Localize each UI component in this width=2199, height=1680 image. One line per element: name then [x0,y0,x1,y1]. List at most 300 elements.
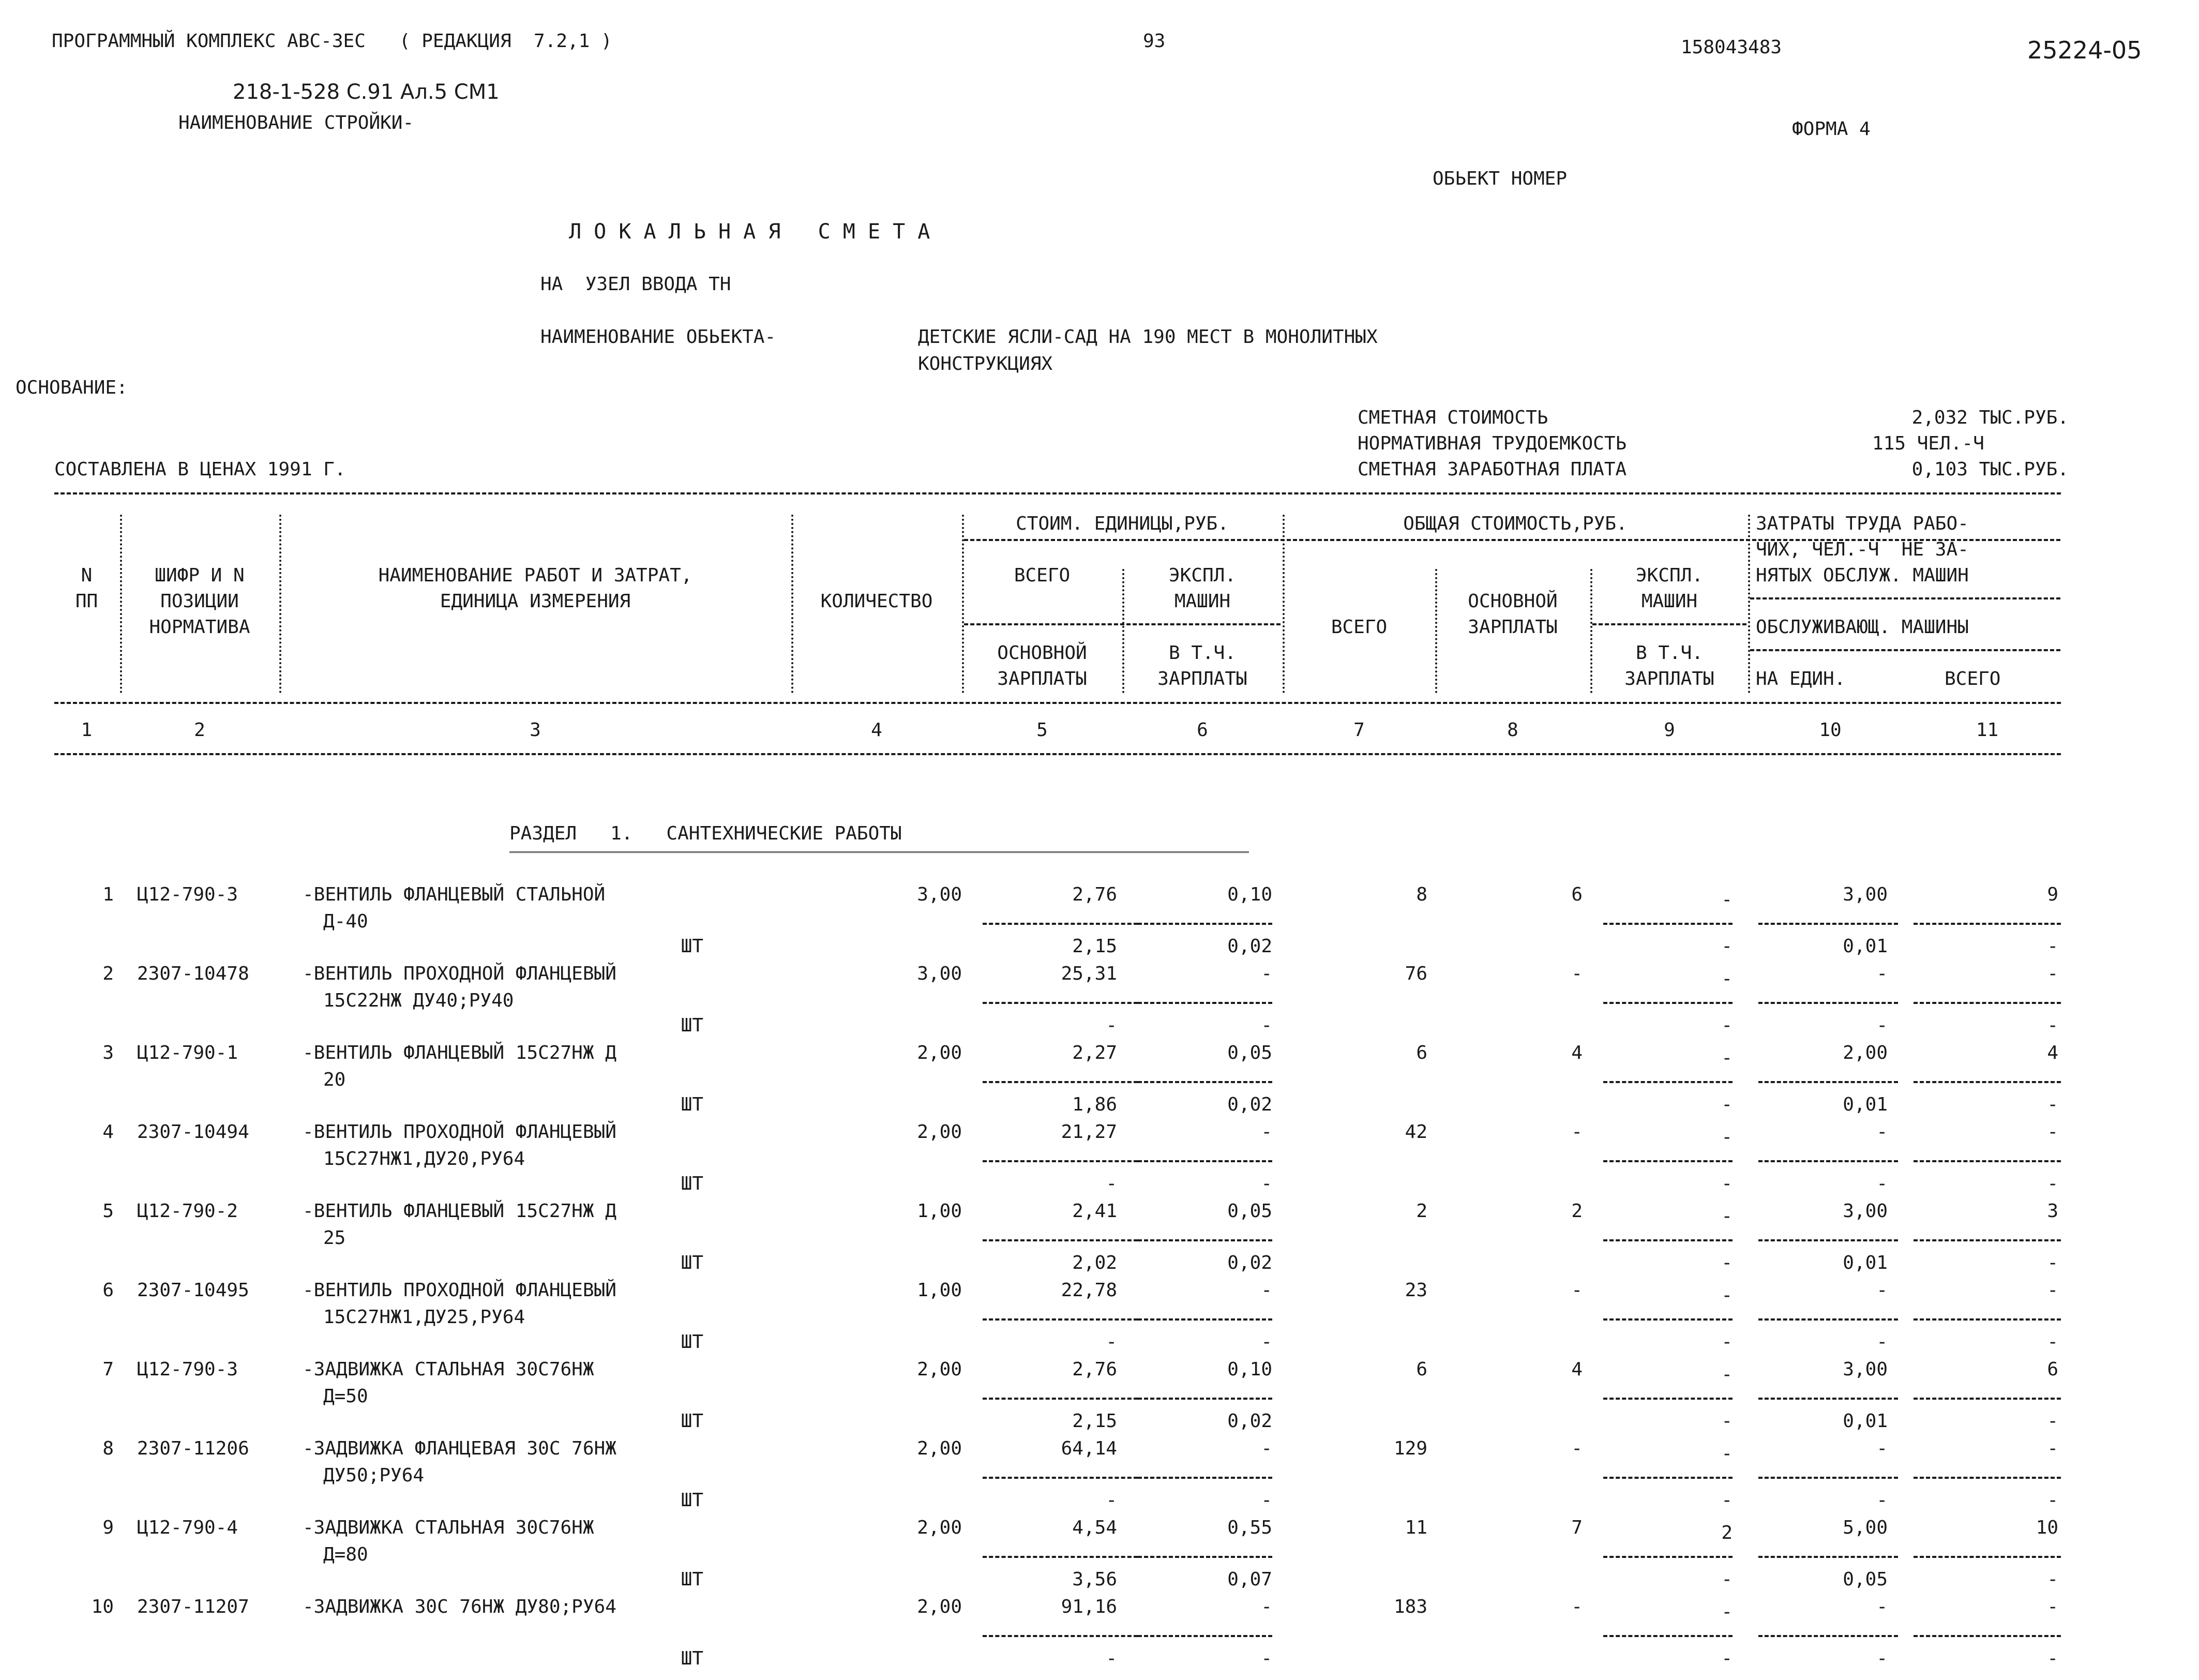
row-labor-per-unit: - [1876,1280,1888,1301]
row-subrule [1603,1635,1733,1637]
row-unit-cost: 64,14 [1061,1438,1117,1459]
row-total-wage: - [1571,1280,1583,1301]
row-labor-total-machine: - [2047,1015,2058,1036]
row-labor-total-machine: - [2047,1569,2058,1590]
row-number: 3 [102,1042,114,1063]
row-total-wage: 4 [1571,1042,1583,1063]
row-total-wage: - [1571,1438,1583,1459]
row-total-machine: - [1721,1364,1733,1385]
row-subrule [1758,1239,1898,1241]
row-subrule [1603,1318,1733,1321]
hdr-labor-line3: НЯТЫХ ОБСЛУЖ. МАШИН [1756,565,1969,586]
row-labor-total: - [2047,1280,2058,1301]
row-unit-machine-wage: - [1261,1173,1272,1194]
hdr-n-line1: N [81,565,93,586]
row-quantity: 2,00 [917,1596,962,1617]
col-number: 7 [1353,719,1365,741]
row-total-machine: - [1721,889,1733,910]
row-total-wage: - [1571,1121,1583,1143]
row-subrule [1758,923,1898,925]
summary-value-cost: 2,032 ТЫС.РУБ. [1911,407,2069,428]
row-unit-machine: - [1261,1280,1272,1301]
row-subrule [1758,1318,1898,1321]
row-name-continued: 15С27НЖ1,ДУ25,РУ64 [323,1307,525,1328]
row-quantity: 2,00 [917,1121,962,1143]
header-top-rule [54,492,2061,494]
row-total-cost: 2 [1416,1201,1427,1222]
row-number: 7 [102,1359,114,1380]
row-total-wage: 4 [1571,1359,1583,1380]
hdr-total-mwage-1: В Т.Ч. [1635,642,1704,664]
row-subrule [1758,1556,1898,1558]
document-title: Л О К А Л Ь Н А Я С М Е Т А [569,220,930,244]
row-subrule [1138,1002,1272,1004]
row-unit-cost: 2,41 [1072,1201,1117,1222]
row-subrule [1758,1081,1898,1083]
hdr-total-mwage-2: ЗАРПЛАТЫ [1624,668,1714,689]
object-name-line2: КОНСТРУКЦИЯХ [918,353,1053,374]
row-unit-machine: 0,55 [1227,1517,1272,1538]
row-subrule [1138,1081,1272,1083]
row-labor-total: 4 [2047,1042,2058,1063]
hdr-name-line2: ЕДИНИЦА ИЗМЕРЕНИЯ [440,591,631,612]
row-code: 2307-10495 [137,1280,249,1301]
row-subrule [1138,1635,1272,1637]
row-subrule [1138,1318,1272,1321]
row-subrule [1138,1160,1272,1162]
row-subrule [1603,1239,1733,1241]
row-labor-total-machine: - [2047,1331,2058,1353]
row-unit: ШТ [681,1648,703,1669]
row-code: 2307-10494 [137,1121,249,1143]
row-total-cost: 11 [1405,1517,1427,1538]
row-unit-wage: 2,02 [1072,1252,1117,1273]
row-unit: ШТ [681,1252,703,1273]
row-labor-per-unit: - [1876,1121,1888,1143]
row-unit: ШТ [681,1173,703,1194]
row-name-continued: Д-40 [323,911,368,932]
row-unit-machine-wage: - [1261,1648,1272,1669]
row-unit-machine-wage: 0,02 [1227,936,1272,957]
row-total-cost: 42 [1405,1121,1427,1143]
hdr-code-line3: НОРМАТИВА [149,617,250,638]
hdr-labor-line2: ЧИХ, ЧЕЛ.-Ч НЕ ЗА- [1756,539,1969,560]
row-total-cost: 6 [1416,1359,1427,1380]
row-quantity: 1,00 [917,1201,962,1222]
row-number: 9 [102,1517,114,1538]
row-subrule [983,1318,1138,1321]
row-labor-per-unit: - [1876,1596,1888,1617]
hdr-code-line1: ШИФР И N [155,565,245,586]
row-number: 5 [102,1201,114,1222]
summary-value-labor: 115 ЧЕЛ.-Ч [1872,433,1984,454]
row-unit-wage: - [1106,1173,1117,1194]
row-name: -ВЕНТИЛЬ ФЛАНЦЕВЫЙ 15С27НЖ Д [303,1042,616,1063]
row-labor-total-machine: - [2047,1094,2058,1115]
row-labor-per-unit-machine: - [1876,1490,1888,1511]
row-subrule [1914,1081,2061,1083]
row-unit: ШТ [681,1094,703,1115]
row-labor-per-unit: 5,00 [1843,1517,1888,1538]
row-code: Ц12-790-2 [137,1201,238,1222]
row-quantity: 3,00 [917,884,962,905]
row-unit-cost: 25,31 [1061,963,1117,984]
col-number: 3 [530,719,541,741]
row-unit-machine: 0,10 [1227,884,1272,905]
row-quantity: 2,00 [917,1359,962,1380]
row-total-wage: - [1571,963,1583,984]
row-number: 8 [102,1438,114,1459]
col-number: 11 [1976,719,1999,741]
row-unit-machine-wage: - [1261,1490,1272,1511]
row-code: 2307-10478 [137,963,249,984]
row-total-machine-wage: - [1721,936,1733,957]
summary-value-wage: 0,103 ТЫС.РУБ. [1911,459,2069,480]
row-unit-machine-wage: 0,02 [1227,1252,1272,1273]
hdr-unit-wage-2: ЗАРПЛАТЫ [997,668,1087,689]
row-total-machine-wage: - [1721,1331,1733,1353]
row-total-machine: - [1721,1443,1733,1464]
row-labor-total: - [2047,963,2058,984]
row-total-machine-wage: - [1721,1173,1733,1194]
row-unit-wage: - [1106,1015,1117,1036]
row-total-cost: 23 [1405,1280,1427,1301]
row-code: 2307-11206 [137,1438,249,1459]
row-name: -ВЕНТИЛЬ ФЛАНЦЕВЫЙ 15С27НЖ Д [303,1201,616,1222]
row-subrule [1914,923,2061,925]
hdr-unit-wage-1: ОСНОВНОЙ [997,642,1087,664]
header-divider [279,515,281,693]
row-labor-total: - [2047,1121,2058,1143]
row-subrule [1603,923,1733,925]
col-number: 2 [194,719,205,741]
row-name: -ВЕНТИЛЬ ПРОХОДНОЙ ФЛАНЦЕВЫЙ [303,963,616,984]
row-total-cost: 129 [1393,1438,1427,1459]
hdr-name-line1: НАИМЕНОВАНИЕ РАБОТ И ЗАТРАТ, [378,565,692,586]
row-subrule [1758,1635,1898,1637]
header-divider [1748,515,1750,693]
row-unit-cost: 91,16 [1061,1596,1117,1617]
hdr-total-wage-2: ЗАРПЛАТЫ [1468,617,1558,638]
row-unit-machine-wage: 0,02 [1227,1411,1272,1432]
row-total-machine: - [1721,1127,1733,1148]
row-number: 2 [102,963,114,984]
row-total-machine: 2 [1721,1522,1733,1543]
row-total-machine-wage: - [1721,1411,1733,1432]
hdr-code-line2: ПОЗИЦИИ [160,591,239,612]
row-code: Ц12-790-3 [137,884,238,905]
program-title: ПРОГРАММНЫЙ КОМПЛЕКС АВС-3ЕС ( РЕДАКЦИЯ 7.2,1 ) [52,31,612,52]
row-unit-machine-wage: - [1261,1015,1272,1036]
row-name: -ЗАДВИЖКА 30С 76НЖ ДУ80;РУ64 [303,1596,616,1617]
row-total-machine-wage: - [1721,1490,1733,1511]
hdr-unit-mwage-2: ЗАРПЛАТЫ [1157,668,1247,689]
row-name: -ЗАДВИЖКА ФЛАНЦЕВАЯ 30С 76НЖ [303,1438,616,1459]
row-unit: ШТ [681,1569,703,1590]
row-code: Ц12-790-4 [137,1517,238,1538]
object-name-line1: ДЕТСКИЕ ЯСЛИ-САД НА 190 МЕСТ В МОНОЛИТНЫХ [918,326,1378,348]
row-name-continued: Д=80 [323,1544,368,1565]
row-unit-machine: - [1261,1596,1272,1617]
row-name-continued: 15С27НЖ1,ДУ20,РУ64 [323,1148,525,1169]
form-label: ФОРМА 4 [1792,118,1871,140]
row-number: 10 [91,1596,114,1617]
col-number: 9 [1664,719,1675,741]
row-name: -ВЕНТИЛЬ ПРОХОДНОЙ ФЛАНЦЕВЫЙ [303,1121,616,1143]
row-unit-wage: 2,15 [1072,1411,1117,1432]
row-subrule [1603,1477,1733,1479]
row-unit-cost: 22,78 [1061,1280,1117,1301]
column-numbers-rule [54,753,2061,755]
page-number: 93 [1143,31,1166,52]
row-unit-wage: 2,15 [1072,936,1117,957]
summary-label-cost: СМЕТНАЯ СТОИМОСТЬ [1358,407,1548,428]
row-name-continued: 15С22НЖ ДУ40;РУ40 [323,990,514,1011]
row-labor-per-unit: 3,00 [1843,884,1888,905]
row-total-machine-wage: - [1721,1648,1733,1669]
row-subrule [1138,1556,1272,1558]
stamp-number: 25224-05 [2027,36,2142,64]
object-label: НАИМЕНОВАНИЕ ОБЬЕКТА- [540,326,776,348]
hdr-total-machine-1: ЭКСПЛ. [1635,565,1704,586]
col-number: 5 [1036,719,1048,741]
row-name-continued: Д=50 [323,1386,368,1407]
row-unit-machine: - [1261,1438,1272,1459]
row-labor-total: 6 [2047,1359,2058,1380]
row-subrule [1603,1081,1733,1083]
hdr-labor-per-unit: НА ЕДИН. [1756,668,1846,689]
hdr-total-cost-group: ОБЩАЯ СТОИМОСТЬ,РУБ. [1403,513,1628,534]
hdr-quantity: КОЛИЧЕСТВО [820,591,933,612]
header-divider [1283,515,1285,693]
basis-label: ОСНОВАНИЕ: [16,377,128,398]
col-number: 8 [1507,719,1518,741]
row-total-cost: 8 [1416,884,1427,905]
construction-name-label: НАИМЕНОВАНИЕ СТРОЙКИ- [178,112,414,133]
row-subrule [983,1635,1138,1637]
row-unit: ШТ [681,1411,703,1432]
project-ref: 218-1-528 С.91 Ал.5 СМ1 [233,80,500,104]
row-total-machine-wage: - [1721,1569,1733,1590]
row-total-machine-wage: - [1721,1094,1733,1115]
header-sub-rule [1592,623,1746,625]
row-labor-per-unit: 2,00 [1843,1042,1888,1063]
hdr-labor-total: ВСЕГО [1945,668,2001,689]
col-number: 4 [871,719,882,741]
header-sub-rule [964,623,1281,625]
row-subrule [1758,1160,1898,1162]
row-number: 1 [102,884,114,905]
row-quantity: 2,00 [917,1042,962,1063]
summary-label-wage: СМЕТНАЯ ЗАРАБОТНАЯ ПЛАТА [1358,459,1627,480]
row-name-continued: ДУ50;РУ64 [323,1465,425,1486]
row-unit-cost: 2,76 [1072,1359,1117,1380]
row-labor-total: 10 [2036,1517,2058,1538]
row-labor-per-unit-machine: 0,01 [1843,936,1888,957]
hdr-unit-machine-2: МАШИН [1174,591,1231,612]
row-name: -ВЕНТИЛЬ ПРОХОДНОЙ ФЛАНЦЕВЫЙ [303,1280,616,1301]
row-labor-per-unit-machine: - [1876,1173,1888,1194]
row-labor-total: - [2047,1438,2058,1459]
header-sub-rule [1750,597,2060,599]
row-total-machine: - [1721,1047,1733,1069]
row-unit-wage: - [1106,1648,1117,1669]
row-labor-per-unit: 3,00 [1843,1201,1888,1222]
row-subrule [1914,1002,2061,1004]
row-subrule [1914,1239,2061,1241]
row-unit-cost: 21,27 [1061,1121,1117,1143]
row-unit-wage: 3,56 [1072,1569,1117,1590]
row-labor-per-unit-machine: 0,05 [1843,1569,1888,1590]
row-unit: ШТ [681,936,703,957]
row-subrule [983,1002,1138,1004]
row-labor-per-unit-machine: - [1876,1015,1888,1036]
row-unit-cost: 2,27 [1072,1042,1117,1063]
hdr-labor-sub: ОБСЛУЖИВАЮЩ. МАШИНЫ [1756,617,1969,638]
row-total-machine: - [1721,968,1733,989]
row-labor-total-machine: - [2047,1173,2058,1194]
row-name-continued: 25 [323,1227,346,1249]
row-unit-cost: 2,76 [1072,884,1117,905]
row-subrule [1758,1398,1898,1400]
hdr-n-line2: ПП [75,591,98,612]
row-subrule [1138,1239,1272,1241]
row-labor-per-unit-machine: 0,01 [1843,1252,1888,1273]
row-subrule [1914,1556,2061,1558]
row-labor-total: 3 [2047,1201,2058,1222]
row-subrule [1603,1556,1733,1558]
row-labor-total-machine: - [2047,1411,2058,1432]
row-labor-per-unit: - [1876,1438,1888,1459]
row-labor-per-unit-machine: - [1876,1648,1888,1669]
doc-code: 158043483 [1681,37,1782,58]
row-code: 2307-11207 [137,1596,249,1617]
row-quantity: 2,00 [917,1517,962,1538]
row-unit-machine: 0,05 [1227,1042,1272,1063]
estimate-subject: НА УЗЕЛ ВВОДА ТН [540,274,731,295]
col-number: 10 [1819,719,1842,741]
row-subrule [1758,1002,1898,1004]
row-subrule [1914,1318,2061,1321]
row-total-cost: 76 [1405,963,1427,984]
section-underline [509,851,1249,856]
row-subrule [983,1081,1138,1083]
row-unit: ШТ [681,1331,703,1353]
row-total-wage: - [1571,1596,1583,1617]
row-code: Ц12-790-1 [137,1042,238,1063]
row-name: -ЗАДВИЖКА СТАЛЬНАЯ 30С76НЖ [303,1359,594,1380]
row-total-machine: - [1721,1206,1733,1227]
section-title: РАЗДЕЛ 1. САНТЕХНИЧЕСКИЕ РАБОТЫ [509,823,902,844]
row-subrule [983,1160,1138,1162]
header-bottom-rule [54,702,2061,704]
row-labor-total-machine: - [2047,936,2058,957]
row-code: Ц12-790-3 [137,1359,238,1380]
col-number: 1 [81,719,93,741]
hdr-unit-cost-group: СТОИМ. ЕДИНИЦЫ,РУБ. [1016,513,1229,534]
row-subrule [1914,1635,2061,1637]
row-subrule [1914,1398,2061,1400]
object-number-label: ОБЬЕКТ НОМЕР [1433,168,1568,189]
row-total-cost: 183 [1393,1596,1427,1617]
row-subrule [1138,1477,1272,1479]
row-subrule [1914,1477,2061,1479]
row-quantity: 1,00 [917,1280,962,1301]
row-total-machine: - [1721,1601,1733,1623]
hdr-labor-line1: ЗАТРАТЫ ТРУДА РАБО- [1756,513,1969,534]
row-labor-total: - [2047,1596,2058,1617]
row-unit: ШТ [681,1015,703,1036]
col-number: 6 [1197,719,1208,741]
row-total-wage: 6 [1571,884,1583,905]
row-name: -ВЕНТИЛЬ ФЛАНЦЕВЫЙ СТАЛЬНОЙ [303,884,606,905]
row-unit-machine-wage: 0,07 [1227,1569,1272,1590]
summary-label-labor: НОРМАТИВНАЯ ТРУДОЕМКОСТЬ [1358,433,1627,454]
hdr-total-machine-2: МАШИН [1641,591,1698,612]
row-subrule [1758,1477,1898,1479]
row-subrule [1914,1160,2061,1162]
row-unit-wage: - [1106,1490,1117,1511]
row-subrule [983,923,1138,925]
row-unit-wage: 1,86 [1072,1094,1117,1115]
row-unit-wage: - [1106,1331,1117,1353]
row-name-continued: 20 [323,1069,346,1090]
hdr-total-total: ВСЕГО [1331,617,1388,638]
header-divider [962,515,964,693]
row-labor-per-unit-machine: 0,01 [1843,1094,1888,1115]
row-quantity: 2,00 [917,1438,962,1459]
row-unit-cost: 4,54 [1072,1517,1117,1538]
row-name: -ЗАДВИЖКА СТАЛЬНАЯ 30С76НЖ [303,1517,594,1538]
hdr-unit-mwage-1: В Т.Ч. [1168,642,1237,664]
header-sub-rule [1750,649,2060,651]
row-number: 6 [102,1280,114,1301]
row-total-wage: 7 [1571,1517,1583,1538]
row-labor-total: 9 [2047,884,2058,905]
row-labor-per-unit-machine: - [1876,1331,1888,1353]
row-number: 4 [102,1121,114,1143]
row-unit-machine-wage: 0,02 [1227,1094,1272,1115]
row-unit-machine: - [1261,963,1272,984]
prices-label: СОСТАВЛЕНА В ЦЕНАХ 1991 Г. [54,459,346,480]
row-unit-machine: - [1261,1121,1272,1143]
row-subrule [1603,1002,1733,1004]
row-total-machine: - [1721,1285,1733,1306]
row-labor-per-unit-machine: 0,01 [1843,1411,1888,1432]
row-subrule [1138,923,1272,925]
row-subrule [983,1477,1138,1479]
row-labor-total-machine: - [2047,1490,2058,1511]
hdr-unit-total: ВСЕГО [1014,565,1071,586]
row-labor-per-unit: 3,00 [1843,1359,1888,1380]
row-subrule [983,1398,1138,1400]
row-total-machine-wage: - [1721,1252,1733,1273]
row-total-wage: 2 [1571,1201,1583,1222]
row-unit: ШТ [681,1490,703,1511]
row-subrule [1603,1160,1733,1162]
row-subrule [983,1556,1138,1558]
hdr-total-wage-1: ОСНОВНОЙ [1468,591,1558,612]
row-labor-total-machine: - [2047,1252,2058,1273]
row-subrule [983,1239,1138,1241]
row-total-machine-wage: - [1721,1015,1733,1036]
row-labor-per-unit: - [1876,963,1888,984]
row-unit-machine: 0,05 [1227,1201,1272,1222]
row-unit-machine-wage: - [1261,1331,1272,1353]
row-subrule [1138,1398,1272,1400]
row-subrule [1603,1398,1733,1400]
row-quantity: 3,00 [917,963,962,984]
